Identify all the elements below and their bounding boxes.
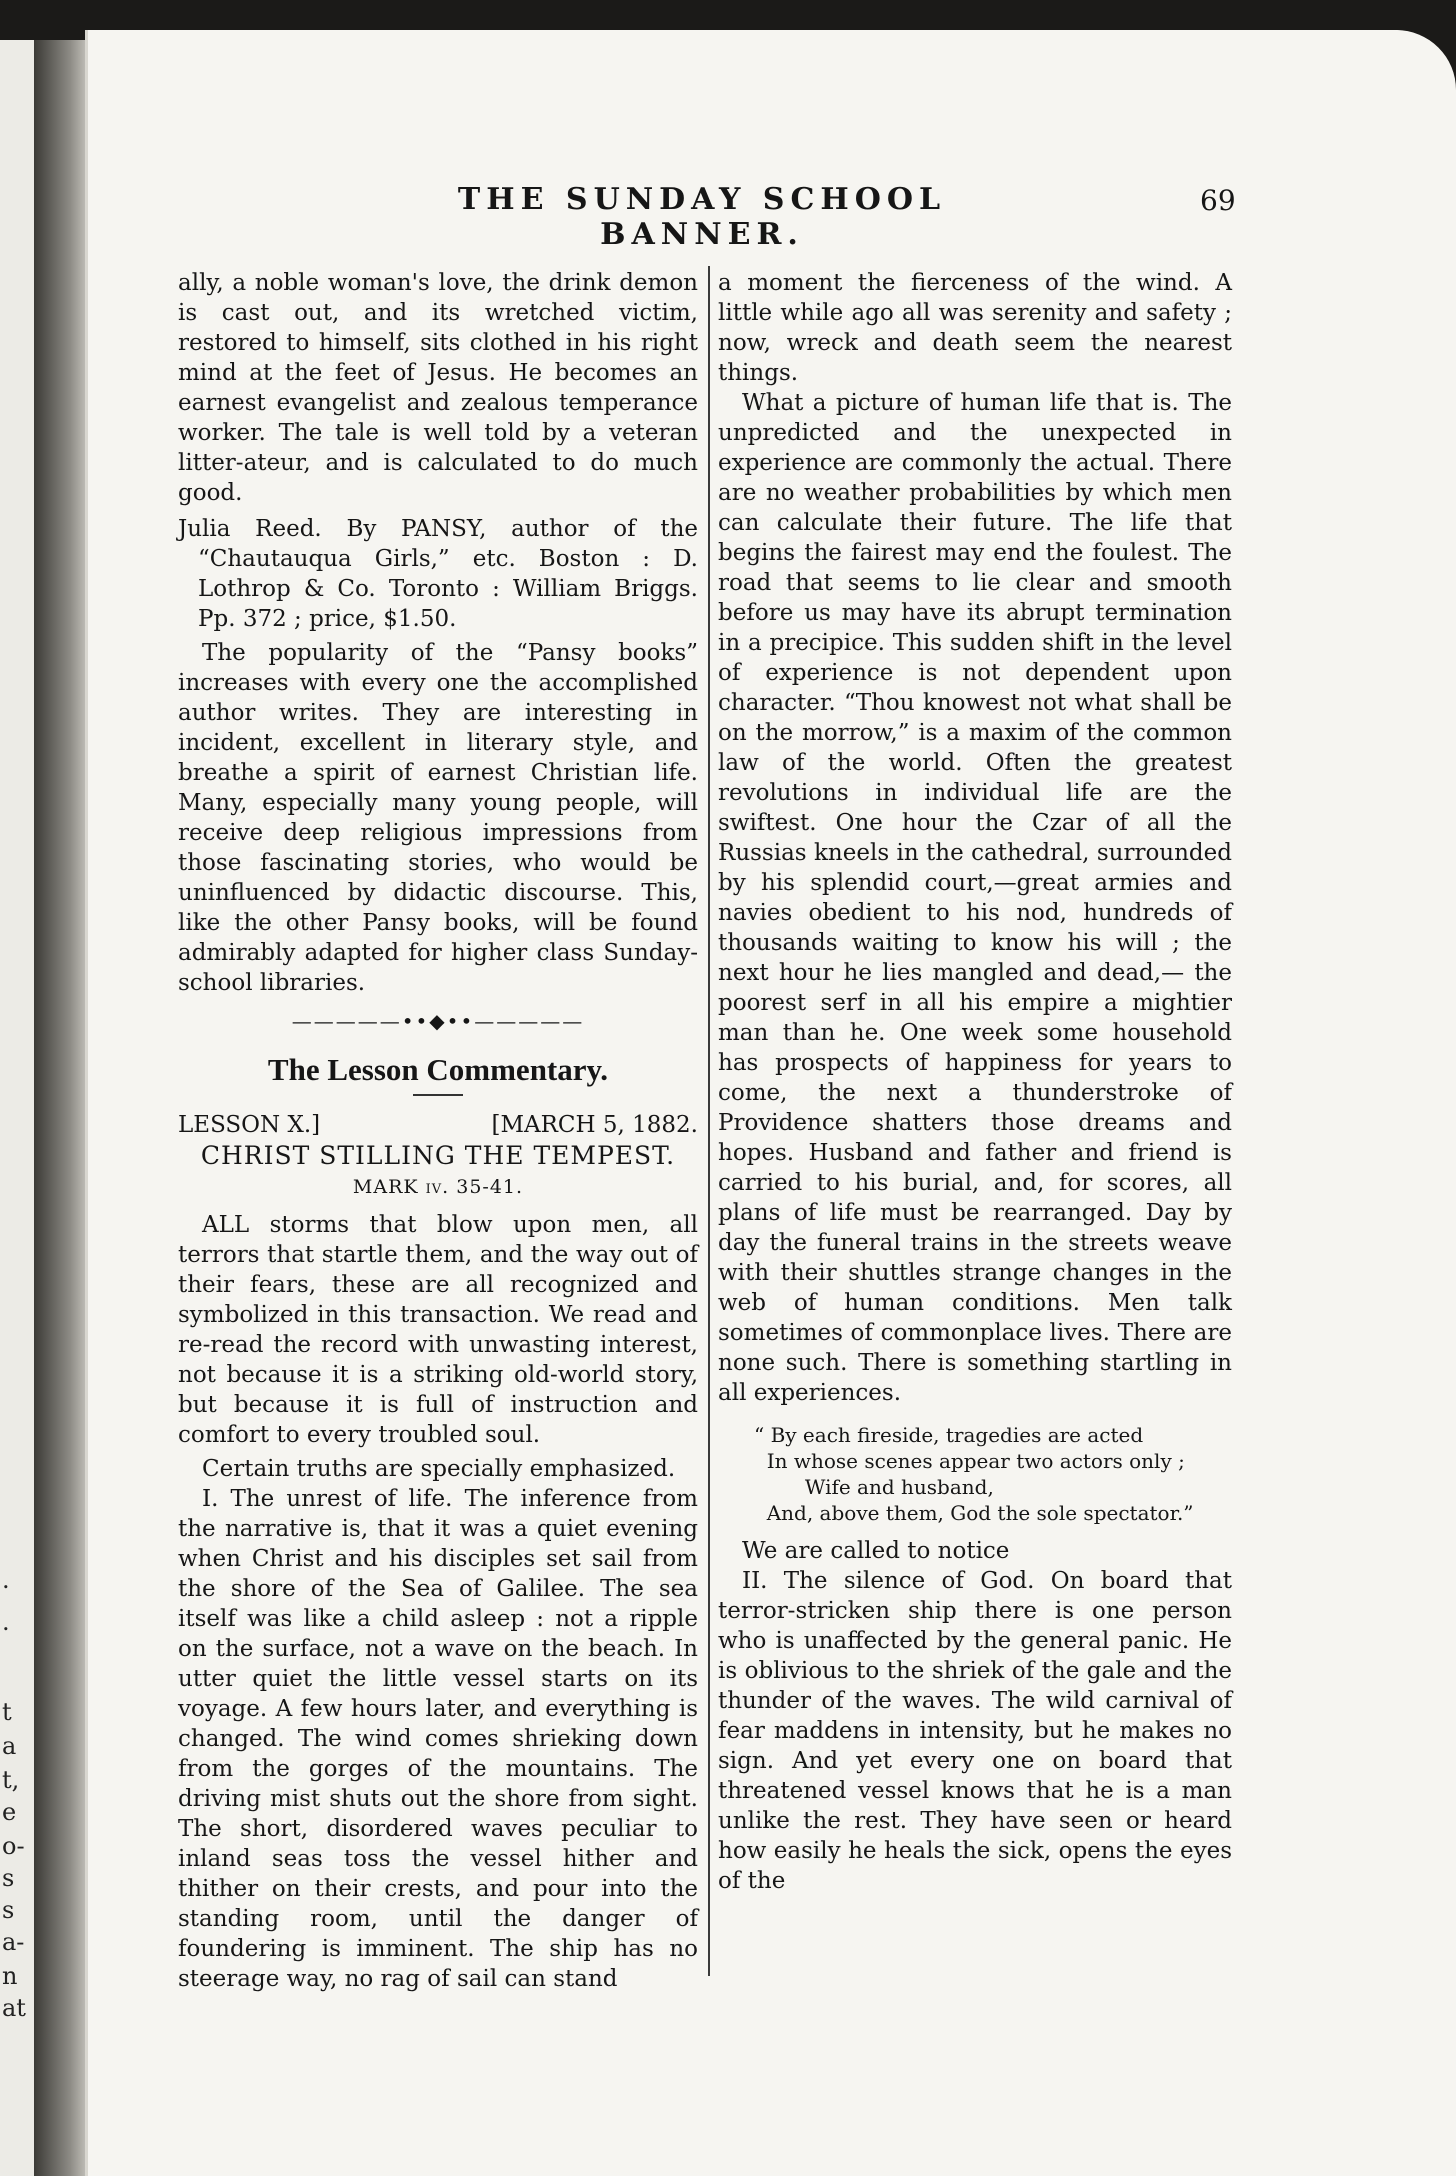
facing-page-text-fragment: s <box>2 1864 15 1892</box>
commentary-para-7: II. The silence of God. On board that terror-stricken ship there is one person who is unaffected by the general panic. He is oblivious to the shriek of the gale and the thunder of the waves. The wild carnival of fear maddens in intensity, but he makes no sign. And yet every one on board that threatened vessel knows that he is a man unlike the rest. They have seen or heard how easily he heals the sick, opens the eyes of the <box>718 1568 1232 1894</box>
facing-page-text-fragment: . <box>2 1608 10 1636</box>
poem-line: Wife and husband, <box>754 1475 994 1499</box>
heading-rule <box>413 1094 463 1096</box>
poem-line: “ By each fireside, tragedies are acted <box>754 1423 1144 1447</box>
running-head: THE SUNDAY SCHOOL BANNER. <box>457 182 947 252</box>
facing-page-text-fragment: a- <box>2 1928 25 1956</box>
facing-page-text-fragment: o- <box>2 1832 25 1860</box>
facing-page-edge <box>0 40 34 2176</box>
facing-page-text-fragment: a <box>2 1732 17 1760</box>
commentary-para-1: ALL storms that blow upon men, all terrors that startle them, and the way out of their fears, these are all recognized and symbolized in this transaction. We read and re-read the record with unwasting interest, not because it is a striking old-world story, but because it is full of instruction and comfort to every troubled soul. <box>178 1212 698 1448</box>
right-column <box>718 268 1232 1896</box>
page-number: 69 <box>1200 184 1236 217</box>
left-column <box>178 268 698 1994</box>
section-ornament: —————••◆••————— <box>291 1009 585 1033</box>
lesson-title: CHRIST STILLING THE TEMPEST. <box>200 1141 676 1170</box>
section-heading: The Lesson Commentary. <box>267 1052 609 1087</box>
commentary-para-5: What a picture of human life that is. The unpredicted and the unexpected in experience are commonly the actual. There are no weather probabilities by which men can calculate their future. The life that begins the fairest may end the foulest. The road that seems to lie clear and smooth before us may have its abrupt termination in a precipice. This sudden shift in the level of experience is not dependent upon character. “Thou knowest not what shall be on the morrow,” is a maxim of the common law of the world. Often the greatest revolutions in individual life are the swiftest. One hour the Czar of all the Russias kneels in the cathedral, surrounded by his splendid court,—great armies and navies obedient to his nod, hundreds of thousands waiting to know his will ; the next hour he lies mangled and dead,— the poorest serf in all his empire a mightier man than he. One week some household has prospects of happiness for years to come, the next a thunderstroke of Providence shatters those dreams and hopes. Husband and father and friend is carried to his burial, and, for scores, all plans of life must be rearranged. Day by day the funeral trains in the streets weave with their shuttles strange changes in the web of human conditions. Men talk sometimes of commonplace lives. There are none such. There is something startling in all experiences. <box>718 390 1232 1406</box>
facing-page-text-fragment: e <box>2 1798 17 1826</box>
commentary-para-6: We are called to notice <box>742 1538 1010 1564</box>
review-2-citation: Julia Reed. By PANSY, author of the “Chautauqua Girls,” etc. Boston : D. Lothrop & Co. Toronto : William Briggs. Pp. 372 ; price, $1.50. <box>178 516 698 632</box>
lesson-label: LESSON X.] <box>178 1112 321 1138</box>
poem-line: In whose scenes appear two actors only ; <box>754 1449 1185 1473</box>
commentary-para-2: Certain truths are specially emphasized. <box>202 1456 676 1482</box>
scripture-reference: MARK iv. 35-41. <box>352 1176 524 1198</box>
commentary-para-3: I. The unrest of life. The inference from the narrative is, that it was a quiet evening when Christ and his disciples set sail from the shore of the Sea of Galilee. The sea itself was like a child asleep : not a ripple on the surface, not a wave on the beach. In utter quiet the little vessel starts on its voyage. A few hours later, and everything is changed. The wind comes shrieking down from the gorges of the mountains. The driving mist shuts out the shore from sight. The short, disordered waves peculiar to inland seas toss the vessel hither and thither on their crests, and pour into the standing room, until the danger of foundering is imminent. The ship has no steerage way, no rag of sail can stand <box>178 1486 698 1992</box>
facing-page-text-fragment: t <box>2 1698 12 1726</box>
column-divider <box>708 266 710 1976</box>
facing-page-text-fragment: at <box>2 1994 26 2022</box>
commentary-para-4: a moment the fierceness of the wind. A little while ago all was serenity and safety ; now, wreck and death seem the nearest things. <box>718 270 1232 386</box>
facing-page-text-fragment: s <box>2 1896 15 1924</box>
review-2-text: The popularity of the “Pansy books” increases with every one the accomplished author writes. They are interesting in incident, excellent in literary style, and breathe a spirit of earnest Christian life. Many, especially many young people, will receive deep religious impressions from those fascinating stories, who would be uninfluenced by didactic discourse. This, like the other Pansy books, will be found admirably adapted for higher class Sunday-school libraries. <box>178 640 698 996</box>
gutter-shadow <box>34 40 94 2176</box>
facing-page-text-fragment: t, <box>2 1766 20 1794</box>
lesson-date: [MARCH 5, 1882. <box>491 1112 698 1138</box>
facing-page-text-fragment: n <box>2 1962 18 1990</box>
review-1-text: ally, a noble woman's love, the drink demon is cast out, and its wretched victim, restored to himself, sits clothed in his right mind at the feet of Jesus. He becomes an earnest evangelist and zealous temperance worker. The tale is well told by a veteran litter-ateur, and is calculated to do much good. <box>178 270 698 506</box>
poem-line: And, above them, God the sole spectator.” <box>754 1501 1194 1525</box>
poem-quote <box>754 1422 1232 1526</box>
facing-page-text-fragment: . <box>2 1566 10 1594</box>
lesson-line <box>178 1110 698 1140</box>
